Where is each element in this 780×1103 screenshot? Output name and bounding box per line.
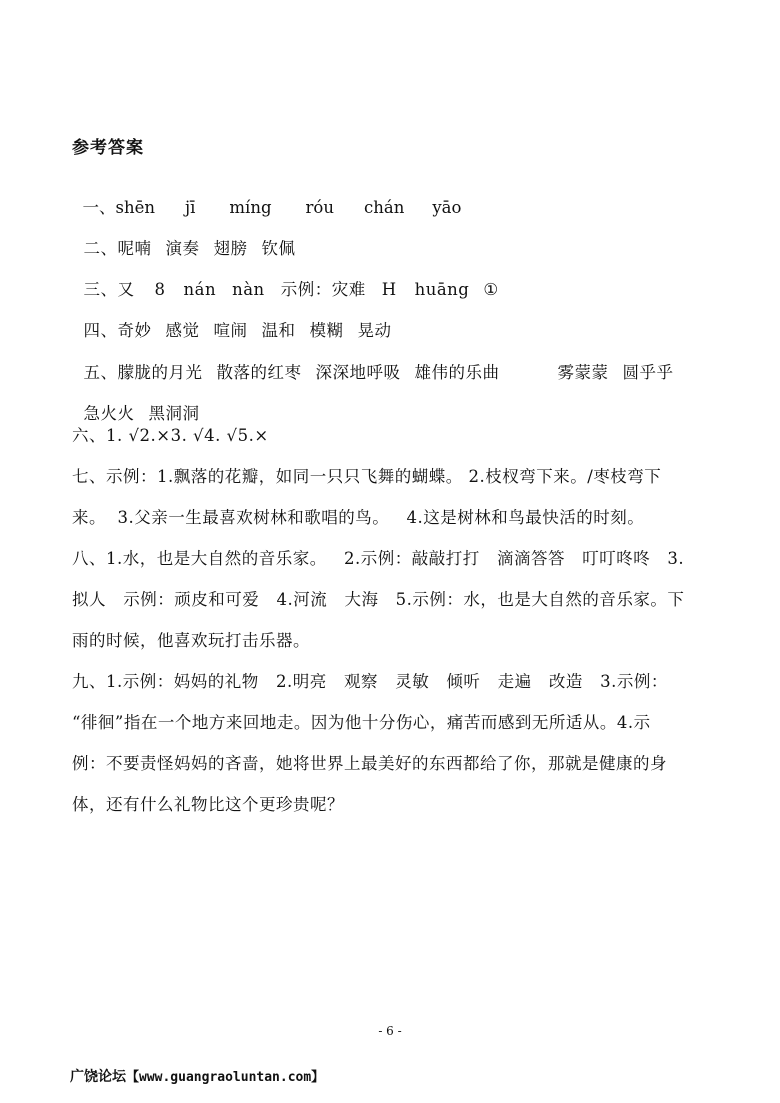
word-item: 模糊 <box>309 321 344 340</box>
answer-line-9: 九、1.示例：妈妈的礼物 2.明亮 观察 灵敏 倾听 走遍 改造 3.示例： <box>72 672 668 691</box>
answer-line-8-cont: 拟人 示例：顽皮和可爱 4.河流 大海 5.示例：水，也是大自然的音乐家。下 <box>72 590 685 609</box>
phrase-item: 圆乎乎 <box>622 363 674 382</box>
answer-line-9-cont2: 例：不要责怪妈妈的吝啬，她将世界上最美好的东西都给了你，那就是健康的身 <box>72 754 667 773</box>
answer-line-1 <box>72 175 461 218</box>
answer-item: huāng <box>414 280 470 299</box>
phrase-item: 黑洞洞 <box>148 404 200 423</box>
answer-line-5 <box>72 340 674 383</box>
answer-line-5-cont <box>72 381 200 424</box>
answer-line-2 <box>72 216 296 259</box>
question-number: 四、 <box>83 321 118 340</box>
question-number: 五、 <box>83 363 118 382</box>
word-item: 钦佩 <box>261 239 296 258</box>
pinyin-item: shēn <box>115 198 155 217</box>
answer-item: 8 <box>154 280 166 299</box>
answer-line-6: 六、1. √2.×3. √4. √5.× <box>72 426 269 445</box>
footer-site-name: 广饶论坛 <box>70 1069 126 1085</box>
page-number: - 6 - <box>378 1024 402 1038</box>
word-item: 温和 <box>261 321 296 340</box>
word-item: 感觉 <box>165 321 200 340</box>
phrase-item: 雾蒙蒙 <box>557 363 609 382</box>
answer-item: 又 <box>117 280 135 299</box>
question-number: 三、 <box>83 280 118 299</box>
word-item: 晃动 <box>357 321 392 340</box>
answer-line-8-cont2: 雨的时候，他喜欢玩打击乐器。 <box>72 631 310 650</box>
answer-line-3 <box>72 257 499 300</box>
word-item: 翅膀 <box>213 239 248 258</box>
pinyin-item: chán <box>363 198 405 217</box>
answer-line-7-cont: 来。 3.父亲一生最喜欢树林和歌唱的鸟。 4.这是树林和鸟最快活的时刻。 <box>72 508 645 527</box>
answer-line-9-cont: “徘徊”指在一个地方来回地走。因为他十分伤心，痛苦而感到无所适从。4.示 <box>72 713 651 732</box>
phrase-item: 朦胧的月光 <box>117 363 203 382</box>
footer <box>70 1066 324 1086</box>
word-item: 呢喃 <box>117 239 152 258</box>
word-item: 奇妙 <box>117 321 152 340</box>
phrase-item: 急火火 <box>83 404 135 423</box>
pinyin-item: jī <box>185 198 196 217</box>
pinyin-item: róu <box>305 198 334 217</box>
answer-line-8: 八、1.水，也是大自然的音乐家。 2.示例：敲敲打打 滴滴答答 叮叮咚咚 3. <box>72 549 685 568</box>
answer-line-7: 七、示例：1.飘落的花瓣，如同一只只飞舞的蝴蝶。 2.枝杈弯下来。/枣枝弯下 <box>72 467 662 486</box>
answer-item: 示例：灾难 <box>280 280 366 299</box>
word-item: 演奏 <box>165 239 200 258</box>
phrase-item: 深深地呼吸 <box>315 363 401 382</box>
footer-url[interactable]: 【www.guangraoluntan.com】 <box>126 1070 325 1085</box>
answer-heading: 参考答案 <box>72 138 144 158</box>
answer-line-4 <box>72 298 392 341</box>
question-number: 二、 <box>83 239 118 258</box>
phrase-item: 散落的红枣 <box>216 363 302 382</box>
pinyin-item: yāo <box>432 198 462 217</box>
question-number: 一、 <box>82 198 116 217</box>
answer-item: nàn <box>232 280 265 299</box>
phrase-item: 雄伟的乐曲 <box>414 363 500 382</box>
answer-item: nán <box>183 280 217 299</box>
word-item: 喧闹 <box>213 321 248 340</box>
circled-one: ① <box>483 280 499 299</box>
pinyin-item: míng <box>229 198 272 217</box>
answer-item: H <box>381 280 397 299</box>
answer-line-9-cont3: 体，还有什么礼物比这个更珍贵呢？ <box>72 795 344 814</box>
